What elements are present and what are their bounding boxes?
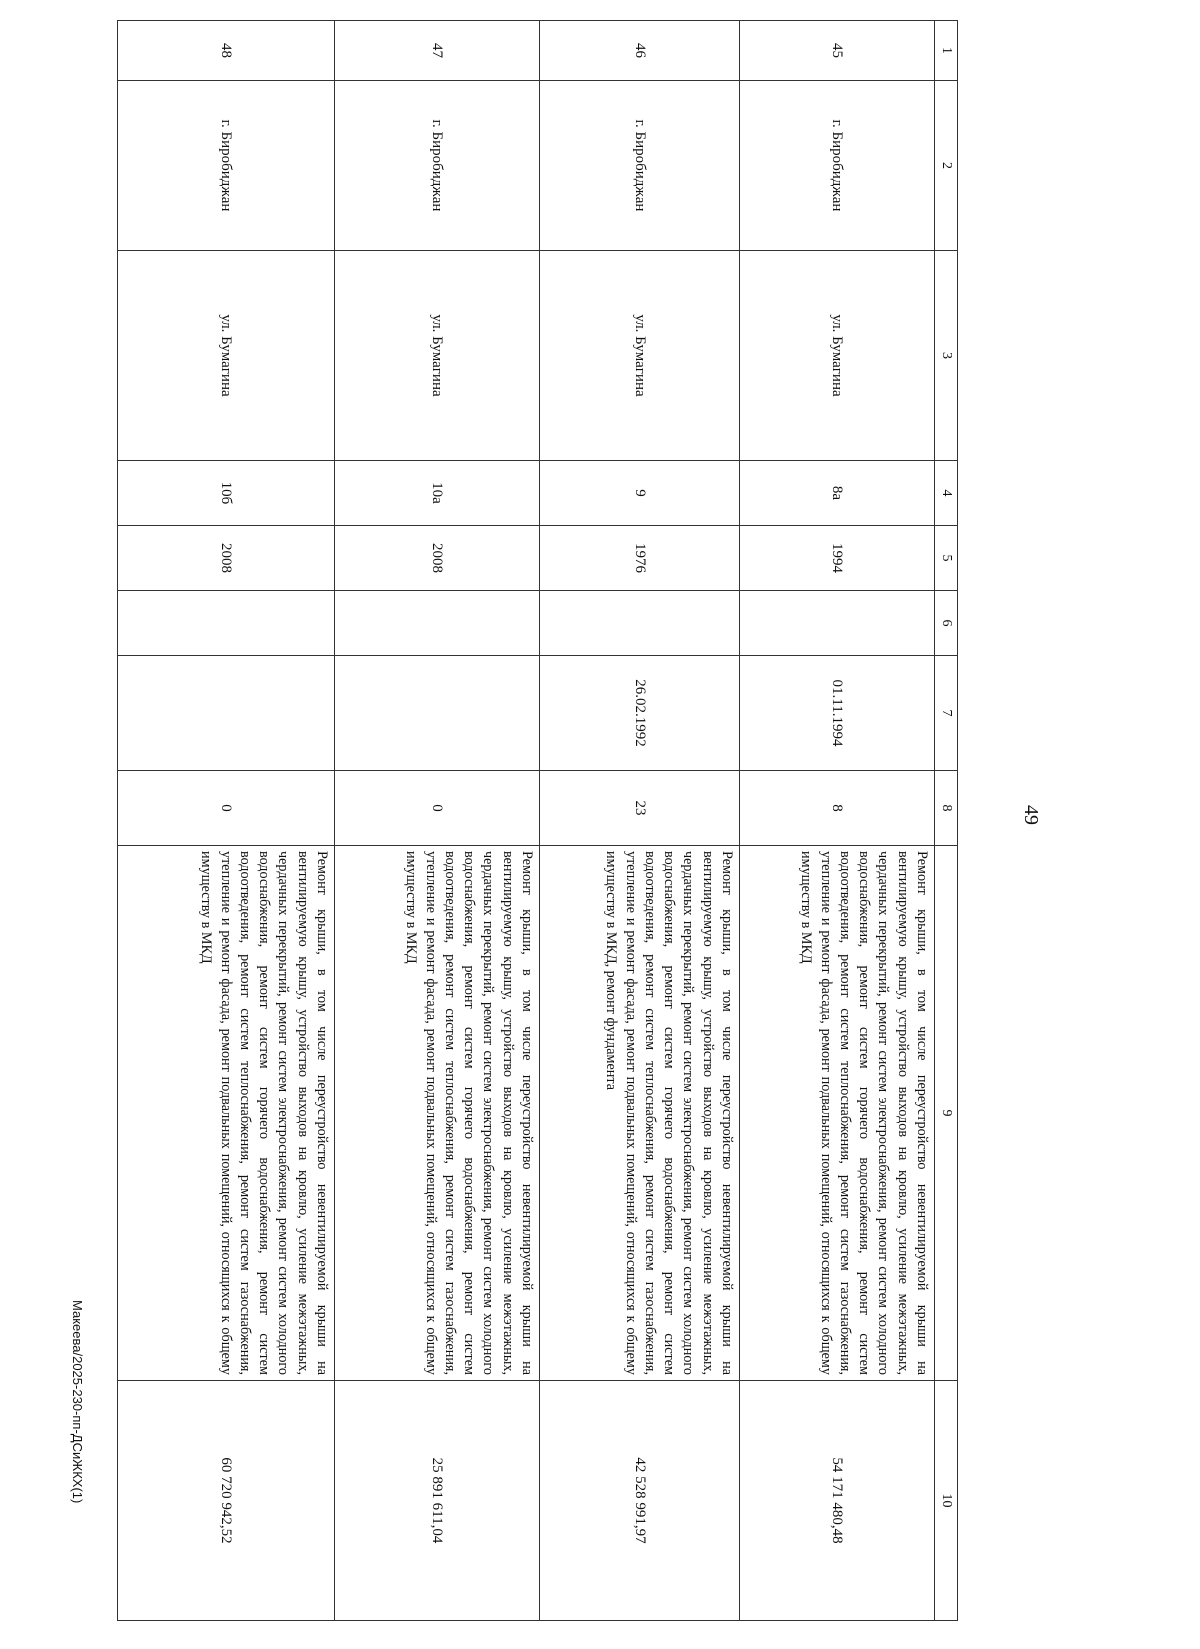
- date-cell: 26.02.1992: [540, 656, 740, 771]
- header-cell: 2: [935, 81, 958, 251]
- row-number-cell: 45: [740, 21, 935, 81]
- col6-cell: [335, 591, 540, 656]
- cost-cell: 25 891 611,04: [335, 1381, 540, 1621]
- street-cell: ул. Бумагина: [540, 251, 740, 461]
- house-number-cell: 10б: [118, 461, 335, 526]
- page-number: 49: [1020, 805, 1042, 825]
- house-number-cell: 10а: [335, 461, 540, 526]
- work-description-cell: Ремонт крыши, в том числе переустройство невентилируемой крыши на вентилируемую крышу, устройство выходов на кровлю, усиление межэтажных, чердачных перекрытий, ремонт систем электроснабжения, ремонт систем холодного водоснабжения, ремонт систем горячего водоснабжения, ремонт систем водоотведения, ремонт систем теплоснабжения, ремонт систем газоснабжения, утепление и ремонт фасада, ремонт подвальных помещений, относящихся к общему имуществу в МКД: [740, 846, 935, 1381]
- street-cell: ул. Бумагина: [740, 251, 935, 461]
- col8-cell: 8: [740, 771, 935, 846]
- work-description-cell: Ремонт крыши, в том числе переустройство невентилируемой крыши на вентилируемую крышу, устройство выходов на кровлю, усиление межэтажных, чердачных перекрытий, ремонт систем электроснабжения, ремонт систем холодного водоснабжения, ремонт систем горячего водоснабжения, ремонт систем водоотведения, ремонт систем теплоснабжения, ремонт систем газоснабжения, утепление и ремонт фасада, ремонт подвальных помещений, относящихся к общему имуществу в МКД: [335, 846, 540, 1381]
- street-cell: ул. Бумагина: [118, 251, 335, 461]
- col8-cell: 23: [540, 771, 740, 846]
- repair-table: [117, 20, 958, 1621]
- col6-cell: [118, 591, 335, 656]
- build-year-cell: 2008: [118, 526, 335, 591]
- header-cell: 7: [935, 656, 958, 771]
- header-cell: 1: [935, 21, 958, 81]
- cost-cell: 60 720 942,52: [118, 1381, 335, 1621]
- header-cell: 4: [935, 461, 958, 526]
- build-year-cell: 1994: [740, 526, 935, 591]
- work-description-cell: Ремонт крыши, в том числе переустройство невентилируемой крыши на вентилируемую крышу, устройство выходов на кровлю, усиление межэтажных, чердачных перекрытий, ремонт систем электроснабжения, ремонт систем холодного водоснабжения, ремонт систем горячего водоснабжения, ремонт систем водоотведения, ремонт систем теплоснабжения, ремонт систем газоснабжения, утепление и ремонт фасада, ремонт подвальных помещений, относящихся к общему имуществу в МКД: [118, 846, 335, 1381]
- city-cell: г. Биробиджан: [118, 81, 335, 251]
- col8-cell: 0: [118, 771, 335, 846]
- col6-cell: [740, 591, 935, 656]
- row-number-cell: 48: [118, 21, 335, 81]
- table-row: [335, 21, 540, 1621]
- date-cell: [335, 656, 540, 771]
- date-cell: [118, 656, 335, 771]
- table-row: [540, 21, 740, 1621]
- header-cell: 9: [935, 846, 958, 1381]
- city-cell: г. Биробиджан: [540, 81, 740, 251]
- cost-cell: 42 528 991,97: [540, 1381, 740, 1621]
- header-cell: 3: [935, 251, 958, 461]
- city-cell: г. Биробиджан: [740, 81, 935, 251]
- col8-cell: 0: [335, 771, 540, 846]
- house-number-cell: 8а: [740, 461, 935, 526]
- build-year-cell: 1976: [540, 526, 740, 591]
- cost-cell: 54 171 480,48: [740, 1381, 935, 1621]
- footer-note: Макеева/2025-230-пп-ДСиЖКХ(1): [70, 1300, 85, 1504]
- work-description-cell: Ремонт крыши, в том числе переустройство невентилируемой крыши на вентилируемую крышу, устройство выходов на кровлю, усиление межэтажных, чердачных перекрытий, ремонт систем электроснабжения, ремонт систем холодного водоснабжения, ремонт систем горячего водоснабжения, ремонт систем водоотведения, ремонт систем теплоснабжения, ремонт систем газоснабжения, утепление и ремонт фасада, ремонт подвальных помещений, относящихся к общему имуществу в МКД, ремонт фундамента: [540, 846, 740, 1381]
- build-year-cell: 2008: [335, 526, 540, 591]
- house-number-cell: 9: [540, 461, 740, 526]
- header-row: [935, 21, 958, 1621]
- table-row: [740, 21, 935, 1621]
- header-cell: 10: [935, 1381, 958, 1621]
- header-cell: 6: [935, 591, 958, 656]
- header-cell: 8: [935, 771, 958, 846]
- header-cell: 5: [935, 526, 958, 591]
- street-cell: ул. Бумагина: [335, 251, 540, 461]
- row-number-cell: 46: [540, 21, 740, 81]
- col6-cell: [540, 591, 740, 656]
- date-cell: 01.11.1994: [740, 656, 935, 771]
- city-cell: г. Биробиджан: [335, 81, 540, 251]
- row-number-cell: 47: [335, 21, 540, 81]
- table-row: [118, 21, 335, 1621]
